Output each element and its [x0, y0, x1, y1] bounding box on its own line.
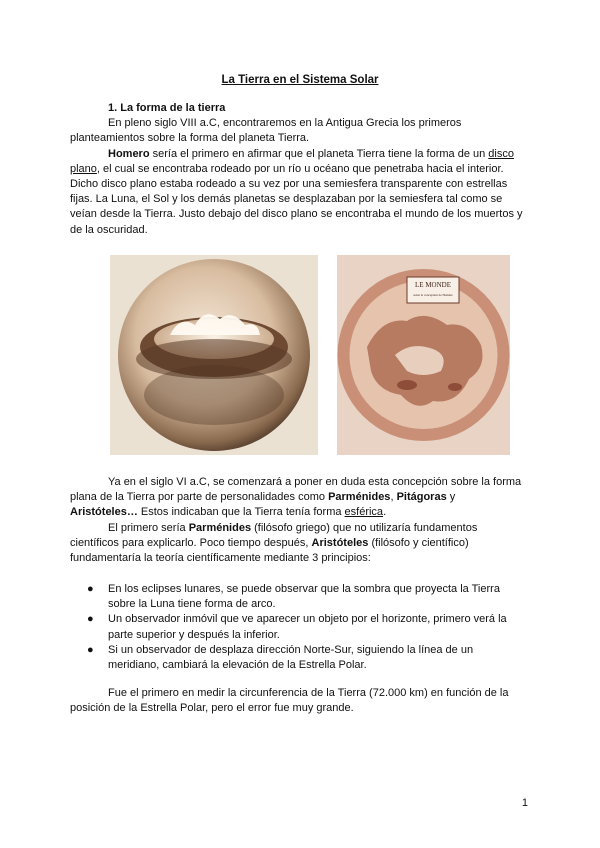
flat-earth-image	[110, 255, 318, 455]
document-title: La Tierra en el Sistema Solar	[221, 74, 379, 86]
paragraph	[70, 521, 526, 567]
bullet-icon: ●	[87, 643, 94, 656]
name-homero: Homero	[108, 147, 150, 160]
name-pitagoras: Pitágoras	[396, 491, 447, 504]
map-title: LE MONDE	[415, 281, 451, 289]
paragraph-text: (filósofo y científico) fundamentaría la teoría científicamente mediante 3 principios:	[70, 536, 469, 565]
principles-list	[70, 582, 526, 673]
separator: ,	[390, 491, 397, 504]
paragraph-text: , el cual se encontraba rodeado por un río u océano que penetraba hacia el interior. Dicho disco plano estaba rodeado a su vez por una semiesfera transparente con estrellas fijas. La Luna, el Sol y los demás planetas se desplazaban por la semiesfera tal como se veían desde la Tierra. Justo debajo del disco plano se encontraba el mundo de los muertos y de la oscuridad.	[70, 162, 523, 236]
map-subtitle: selon la conception de Homère	[413, 293, 453, 297]
list-item-text: En los eclipses lunares, se puede observar que la sombra que proyecta la Tierra sobre la Luna tiene forma de arco.	[108, 583, 500, 611]
paragraph-text: sería el primero en afirmar que el planeta Tierra tiene la forma de un	[149, 147, 489, 160]
paragraph-text: En pleno siglo VIII a.C, encontraremos en la Antigua Grecia los primeros planteamientos sobre la forma del planeta Tierra.	[70, 117, 462, 145]
name-parmenides: Parménides	[328, 491, 391, 504]
bullet-icon: ●	[87, 583, 94, 595]
paragraph-text: Ya en el siglo VI a.C, se comenzará a poner en duda esta concepción sobre la forma plana de la Tierra por parte de personalidades como	[70, 476, 522, 504]
closing-paragraph: Fue el primero en medir la circunferencia de la Tierra (72.000 km) en función de la posición de la Estrella Polar, pero el error fue muy grande.	[70, 687, 509, 715]
list-item-text: Si un observador de desplaza dirección Norte-Sur, siguiendo la línea de un meridiano, cambiará la elevación de la Estrella Polar.	[108, 643, 474, 672]
paragraph-text: El primero sería	[108, 521, 189, 534]
list-item	[70, 582, 526, 612]
paragraph	[70, 147, 526, 238]
conjunction: y	[446, 491, 456, 504]
list-item-text: Un observador inmóvil que ve aparecer un objeto por el horizonte, primero verá la parte superior y después la inferior.	[108, 613, 507, 641]
paragraph-text: (filósofo griego) que no utilizaría fundamentos científicos para explicarlo. Poco tiempo después,	[70, 521, 478, 549]
homeric-map-image	[337, 255, 510, 455]
list-item	[70, 612, 526, 642]
paragraph	[70, 475, 526, 521]
list-item	[70, 643, 526, 673]
flat-earth-illustration	[110, 255, 318, 455]
homeric-world-map	[337, 255, 510, 455]
name-aristoteles: Aristóteles…	[70, 506, 138, 519]
page-number: 1	[521, 797, 528, 809]
link-esferica[interactable]: esférica	[344, 506, 384, 519]
link-disco-plano[interactable]: disco plano	[70, 147, 514, 175]
name-parmenides: Parménides	[188, 521, 252, 534]
section-heading: 1. La forma de la tierra	[108, 102, 226, 114]
period: .	[383, 506, 387, 519]
paragraph-text: Estos indicaban que la Tierra tenía forma	[137, 506, 345, 519]
name-aristoteles: Aristóteles	[311, 536, 369, 549]
section-2	[70, 475, 526, 566]
section-1	[70, 101, 526, 238]
bullet-icon: ●	[87, 613, 94, 626]
paragraph	[70, 116, 526, 146]
